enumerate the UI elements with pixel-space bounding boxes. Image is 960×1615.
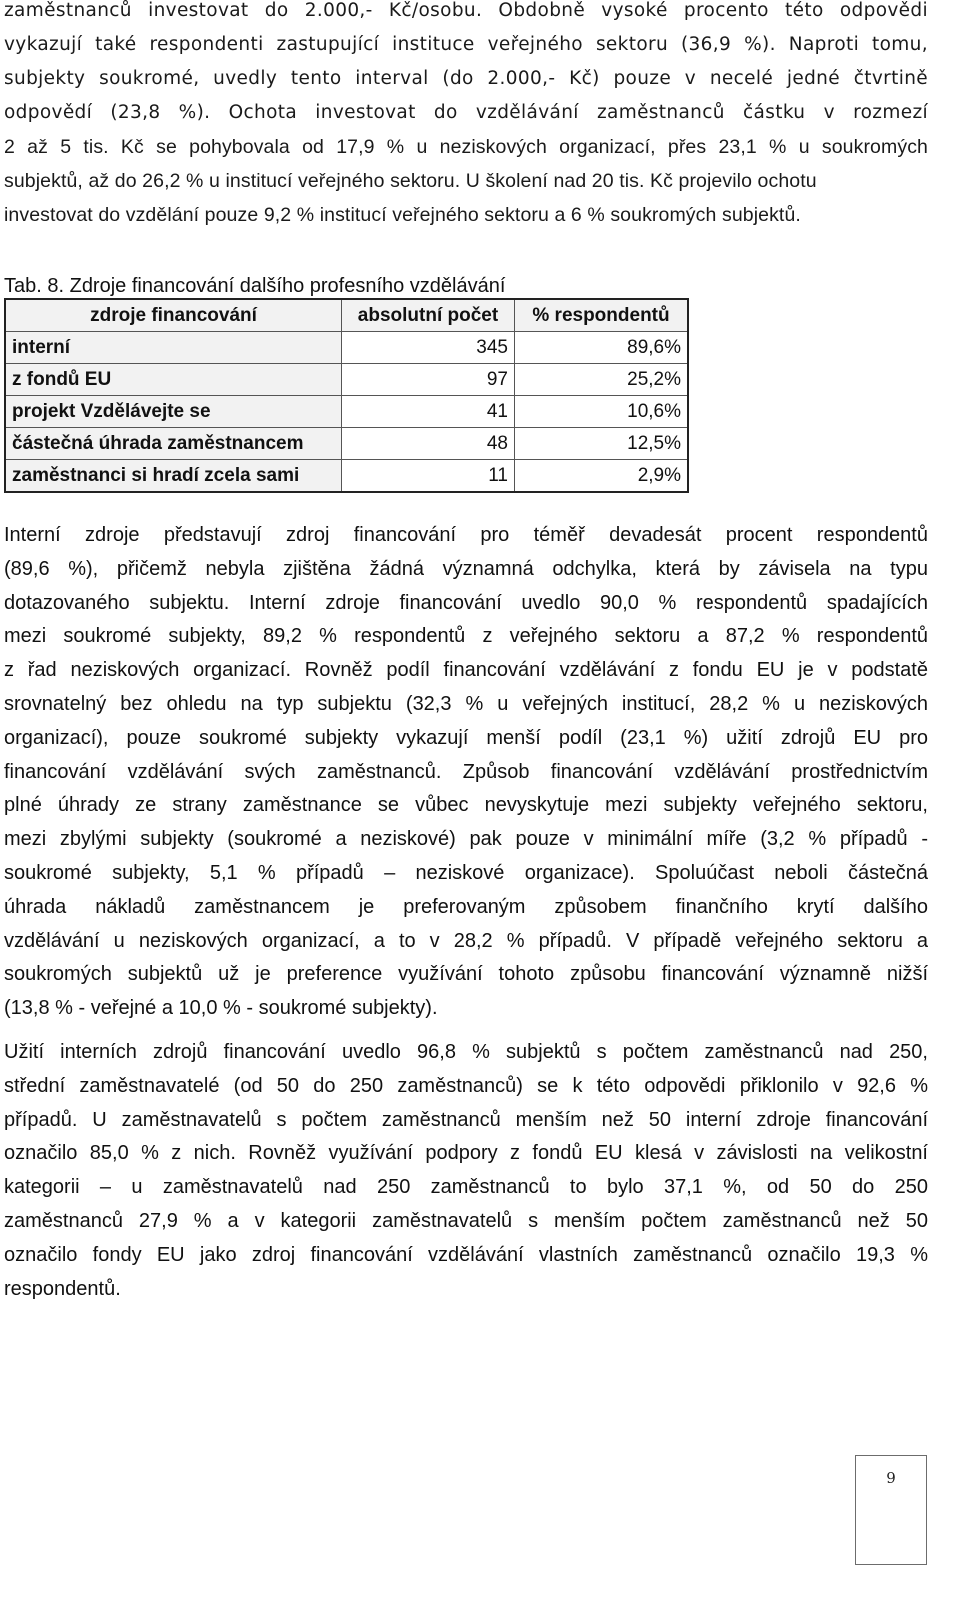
table-row xyxy=(5,332,688,364)
paragraph-line: označilo 85,0 % z nich. Rovněž využívání podpory z fondů EU klesá v závislosti na velikostní xyxy=(4,1142,928,1165)
row-count: 97 xyxy=(342,364,515,396)
table-row xyxy=(5,396,688,428)
row-count: 48 xyxy=(342,428,515,460)
table-row xyxy=(5,428,688,460)
row-percent: 12,5% xyxy=(515,428,689,460)
row-label: projekt Vzdělávejte se xyxy=(5,396,342,428)
page-number: 9 xyxy=(886,1469,896,1487)
paragraph-line: mezi soukromé subjekty, 89,2 % respondentů z veřejného sektoru a 87,2 % respondentů xyxy=(4,625,928,648)
row-percent: 10,6% xyxy=(515,396,689,428)
paragraph-line: kategorii – u zaměstnavatelů nad 250 zaměstnanců to bylo 37,1 %, od 50 do 250 xyxy=(4,1176,928,1199)
intro-line: investovat do vzdělání pouze 9,2 % institucí veřejného sektoru a 6 % soukromých subjektů. xyxy=(4,204,801,226)
paragraph-line: dotazovaného subjektu. Interní zdroje financování uvedlo 90,0 % respondentů spadajících xyxy=(4,591,928,614)
paragraph-line: z řad neziskových organizací. Rovněž podíl financování vzdělávání z fondu EU je v podstatě xyxy=(4,659,928,682)
funding-sources-table xyxy=(4,298,689,493)
paragraph-line: srovnatelný bez ohledu na typ subjektu (32,3 % u veřejných institucí, 28,2 % u neziskových xyxy=(4,692,928,715)
intro-line: 2 až 5 tis. Kč se pohybovala od 17,9 % u neziskových organizací, přes 23,1 % u soukromých xyxy=(4,136,928,158)
paragraph-line: mezi zbylými subjekty (soukromé a neziskové) pak pouze v minimální míře (3,2 % případů - xyxy=(4,828,928,851)
page-number-box xyxy=(855,1455,927,1565)
paragraph-line: soukromých subjektů už je preference využívání tohoto způsobu financování významně nižší xyxy=(4,963,928,986)
paragraph-line: (13,8 % - veřejné a 10,0 % - soukromé subjekty). xyxy=(4,997,438,1020)
paragraph-line: soukromé subjekty, 5,1 % případů – neziskové organizace). Spoluúčast neboli částečná xyxy=(4,861,928,884)
paragraph-line: střední zaměstnavatelé (od 50 do 250 zaměstnanců) se k této odpovědi přiklonilo v 92,6 % xyxy=(4,1074,928,1097)
row-count: 11 xyxy=(342,460,515,493)
table-caption: Tab. 8. Zdroje financování dalšího profesního vzdělávání xyxy=(4,275,506,297)
row-count: 41 xyxy=(342,396,515,428)
intro-line: subjektů, až do 26,2 % u institucí veřejného sektoru. U školení nad 20 tis. Kč projevilo ochotu xyxy=(4,170,817,192)
body-paragraph-2 xyxy=(4,1036,928,1306)
intro-line: zaměstnanců investovat do 2.000,- Kč/osobu. Obdobně vysoké procento této odpovědi xyxy=(4,0,928,21)
row-percent: 89,6% xyxy=(515,332,689,364)
intro-line: odpovědí (23,8 %). Ochota investovat do vzdělávání zaměstnanců částku v rozmezí xyxy=(4,102,928,123)
column-header: % respondentů xyxy=(515,299,689,332)
table-row xyxy=(5,460,688,493)
paragraph-line: plné úhrady ze strany zaměstnance se vůbec nevyskytuje mezi subjekty veřejného sektoru, xyxy=(4,794,928,817)
intro-paragraph xyxy=(4,0,928,232)
row-label: částečná úhrada zaměstnancem xyxy=(5,428,342,460)
paragraph-line: úhrada nákladů zaměstnancem je preferovaným způsobem finančního krytí dalšího xyxy=(4,895,928,918)
paragraph-line: Interní zdroje představují zdroj financování pro téměř devadesát procent respondentů xyxy=(4,524,928,546)
paragraph-line: případů. U zaměstnavatelů s počtem zaměstnanců menším než 50 interní zdroje financování xyxy=(4,1108,928,1131)
intro-line: vykazují také respondenti zastupující instituce veřejného sektoru (36,9 %). Naproti tomu, xyxy=(4,34,928,55)
paragraph-line: organizací), pouze soukromé subjekty vykazují menší podíl (23,1 %) užití zdrojů EU pro xyxy=(4,726,928,749)
paragraph-line: financování vzdělávání svých zaměstnanců. Způsob financování vzdělávání prostřednictvím xyxy=(4,760,928,783)
column-header: zdroje financování xyxy=(5,299,342,332)
row-label: zaměstnanci si hradí zcela sami xyxy=(5,460,342,493)
table-header-row xyxy=(5,299,688,332)
paragraph-line: vzdělávání u neziskových organizací, a to v 28,2 % případů. V případě veřejného sektoru a xyxy=(4,929,928,952)
row-count: 345 xyxy=(342,332,515,364)
table-row xyxy=(5,364,688,396)
column-header: absolutní počet xyxy=(342,299,515,332)
intro-line: subjekty soukromé, uvedly tento interval (do 2.000,- Kč) pouze v necelé jedné čtvrtině xyxy=(4,68,928,89)
paragraph-line: označilo fondy EU jako zdroj financování vzdělávání vlastních zaměstnanců označilo 19,3 % xyxy=(4,1243,928,1266)
row-percent: 2,9% xyxy=(515,460,689,493)
paragraph-line: respondentů. xyxy=(4,1277,121,1300)
row-label: z fondů EU xyxy=(5,364,342,396)
paragraph-line: (89,6 %), přičemž nebyla zjištěna žádná významná odchylka, která by závisela na typu xyxy=(4,557,928,580)
row-percent: 25,2% xyxy=(515,364,689,396)
row-label: interní xyxy=(5,332,342,364)
body-paragraph-1 xyxy=(4,519,928,1026)
paragraph-line: Užití interních zdrojů financování uvedlo 96,8 % subjektů s počtem zaměstnanců nad 250, xyxy=(4,1041,928,1063)
paragraph-line: zaměstnanců 27,9 % a v kategorii zaměstnavatelů s menším počtem zaměstnanců než 50 xyxy=(4,1209,928,1232)
